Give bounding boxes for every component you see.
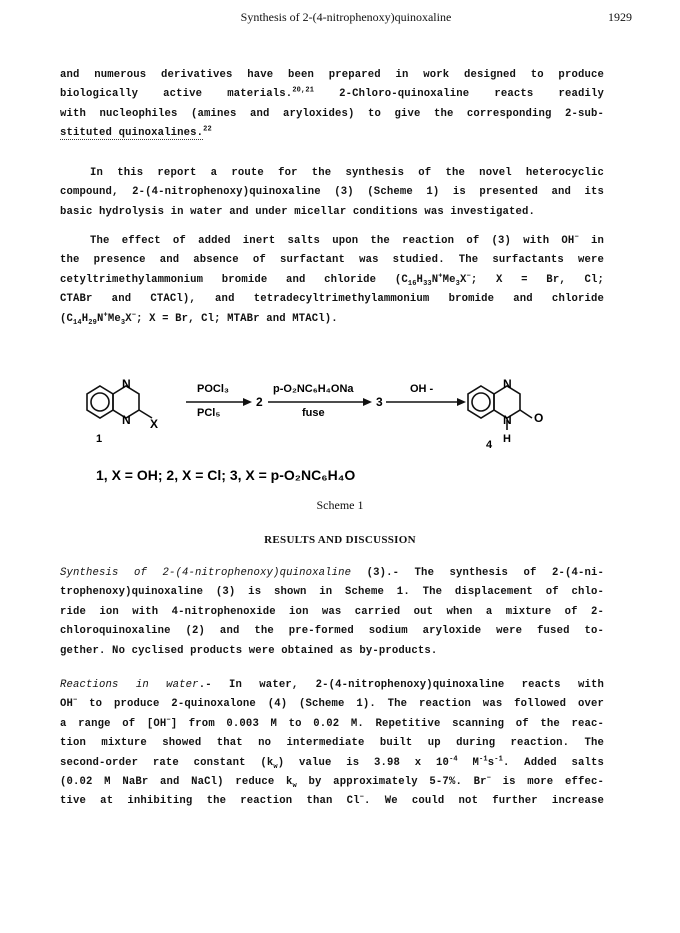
reagent-label: POCl₃ <box>197 383 229 395</box>
text-line: gether. No cyclised products were obtained as by-products. <box>60 644 438 657</box>
text-line: biologically active materials.$^{20,21}$ 2-Chloro-quinoxaline reacts readily <box>60 86 605 101</box>
reaction-scheme <box>60 362 620 492</box>
subsection-label: Reactions in water <box>60 679 199 691</box>
citation-ref: 22 <box>203 125 212 134</box>
compound-legend: 1, X = OH; 2, X = Cl; 3, X = p-O₂NC₆H₄O <box>96 467 356 483</box>
text-line: and numerous derivatives have been prepared in work designed to produce <box>60 69 604 81</box>
text-line: trophenoxy)quinoxaline (3) is shown in Scheme 1. The displacement of chlo- <box>60 586 604 599</box>
text-line: ride ion with 4-nitrophenoxide ion was carried out when a mixture of 2- <box>60 605 604 618</box>
text-line: In this report a route for the synthesis of the novel heterocyclic <box>90 167 604 179</box>
atom-label-n: N <box>503 413 512 427</box>
text-line: OH− to produce 2-quinoxalone (4) (Scheme 1). The reaction was followed over <box>60 696 604 711</box>
text-line: tive at inhibiting the reaction than Cl−. We could not further increase <box>60 793 604 808</box>
text-line: basic hydrolysis in water and under micellar conditions was investigated. <box>60 205 536 218</box>
text-line: with nucleophiles (amines and aryloxides) to give the corresponding 2-sub- <box>60 107 604 120</box>
subsection-label: Synthesis of 2-(4-nitrophenoxy)quinoxaline <box>60 567 352 579</box>
report-paragraph <box>60 164 604 222</box>
text-line: The effect of added inert salts upon the reaction of (3) with OH− in <box>90 233 604 247</box>
text-line: Synthesis of 2-(4-nitrophenoxy)quinoxaline (3).- The synthesis of 2-(4-ni- <box>60 567 604 579</box>
running-title: Synthesis of 2-(4-nitrophenoxy)quinoxaline <box>240 10 452 24</box>
reagent-label: PCl₅ <box>197 407 221 419</box>
effect-paragraph <box>60 232 604 329</box>
intermediate-label: 2 <box>256 395 263 409</box>
text-line: stituted quinoxalines.$^{22}$ <box>60 125 212 140</box>
citation-ref: 20,21 <box>292 86 315 95</box>
atom-label-n: N <box>503 377 512 391</box>
reagent-label: fuse <box>302 407 325 419</box>
atom-label-x: X <box>150 417 159 431</box>
quinoxaline-structure-1 <box>87 386 152 418</box>
text-line: second-order rate constant $(k_w)$ value is 3.98 x $10^{-4}$ $M^{-1}s^{-1}$. Added salts <box>60 755 604 771</box>
atom-label-n: N <box>122 413 131 427</box>
section-heading: RESULTS AND DISCUSSION <box>264 534 416 546</box>
atom-label-o: O <box>534 411 544 425</box>
compound-number: 4 <box>486 439 493 451</box>
text-line: ($C_{14}H_{29}N^+Me_3X^-$; X = Br, Cl; MTABr and MTACl). <box>60 311 338 327</box>
text-line: cetyltrimethylammonium bromide and chloride ($C_{16}H_{33}N^+Me_3X^-$; X = Br, Cl; <box>60 272 604 288</box>
compound-number: 1 <box>96 433 103 445</box>
reagent-label: OH - <box>410 383 434 395</box>
quinoxalone-structure-4 <box>468 386 532 430</box>
text-line: tion mixture showed that no intermediate built up during reaction. The <box>60 737 604 750</box>
water-paragraph <box>60 676 604 812</box>
intermediate-label: 3 <box>376 395 383 409</box>
text-line: chloroquinoxaline (2) and the pre-formed sodium aryloxide were fused to- <box>60 625 604 638</box>
text-line: the presence and absence of surfactant was studied. The surfactants were <box>60 254 604 267</box>
page-number: 1929 <box>608 10 632 24</box>
atom-label-h: H <box>503 433 511 445</box>
text-line: a range of [OH−] from 0.003 M to 0.02 M. Repetitive scanning of the reac- <box>60 716 604 730</box>
atom-label-n: N <box>122 377 131 391</box>
scheme-caption: Scheme 1 <box>316 498 364 512</box>
running-header <box>60 10 632 30</box>
reagent-label: p-O₂NC₆H₄ONa <box>273 383 354 395</box>
synthesis-paragraph <box>60 564 604 661</box>
text-line: Reactions in water.- In water, 2-(4-nitrophenoxy)quinoxaline reacts with <box>60 679 604 691</box>
intro-paragraph <box>60 66 604 144</box>
text-line: compound, 2-(4-nitrophenoxy)quinoxaline (3) (Scheme 1) is presented and its <box>60 186 604 199</box>
text-line: (0.02 M NaBr and NaCl) reduce $k_w$ by approximately 5-7%. Br− is more effec- <box>60 774 604 791</box>
text-line: CTABr and CTACl), and tetradecyltrimethylammonium bromide and chloride <box>60 293 604 306</box>
